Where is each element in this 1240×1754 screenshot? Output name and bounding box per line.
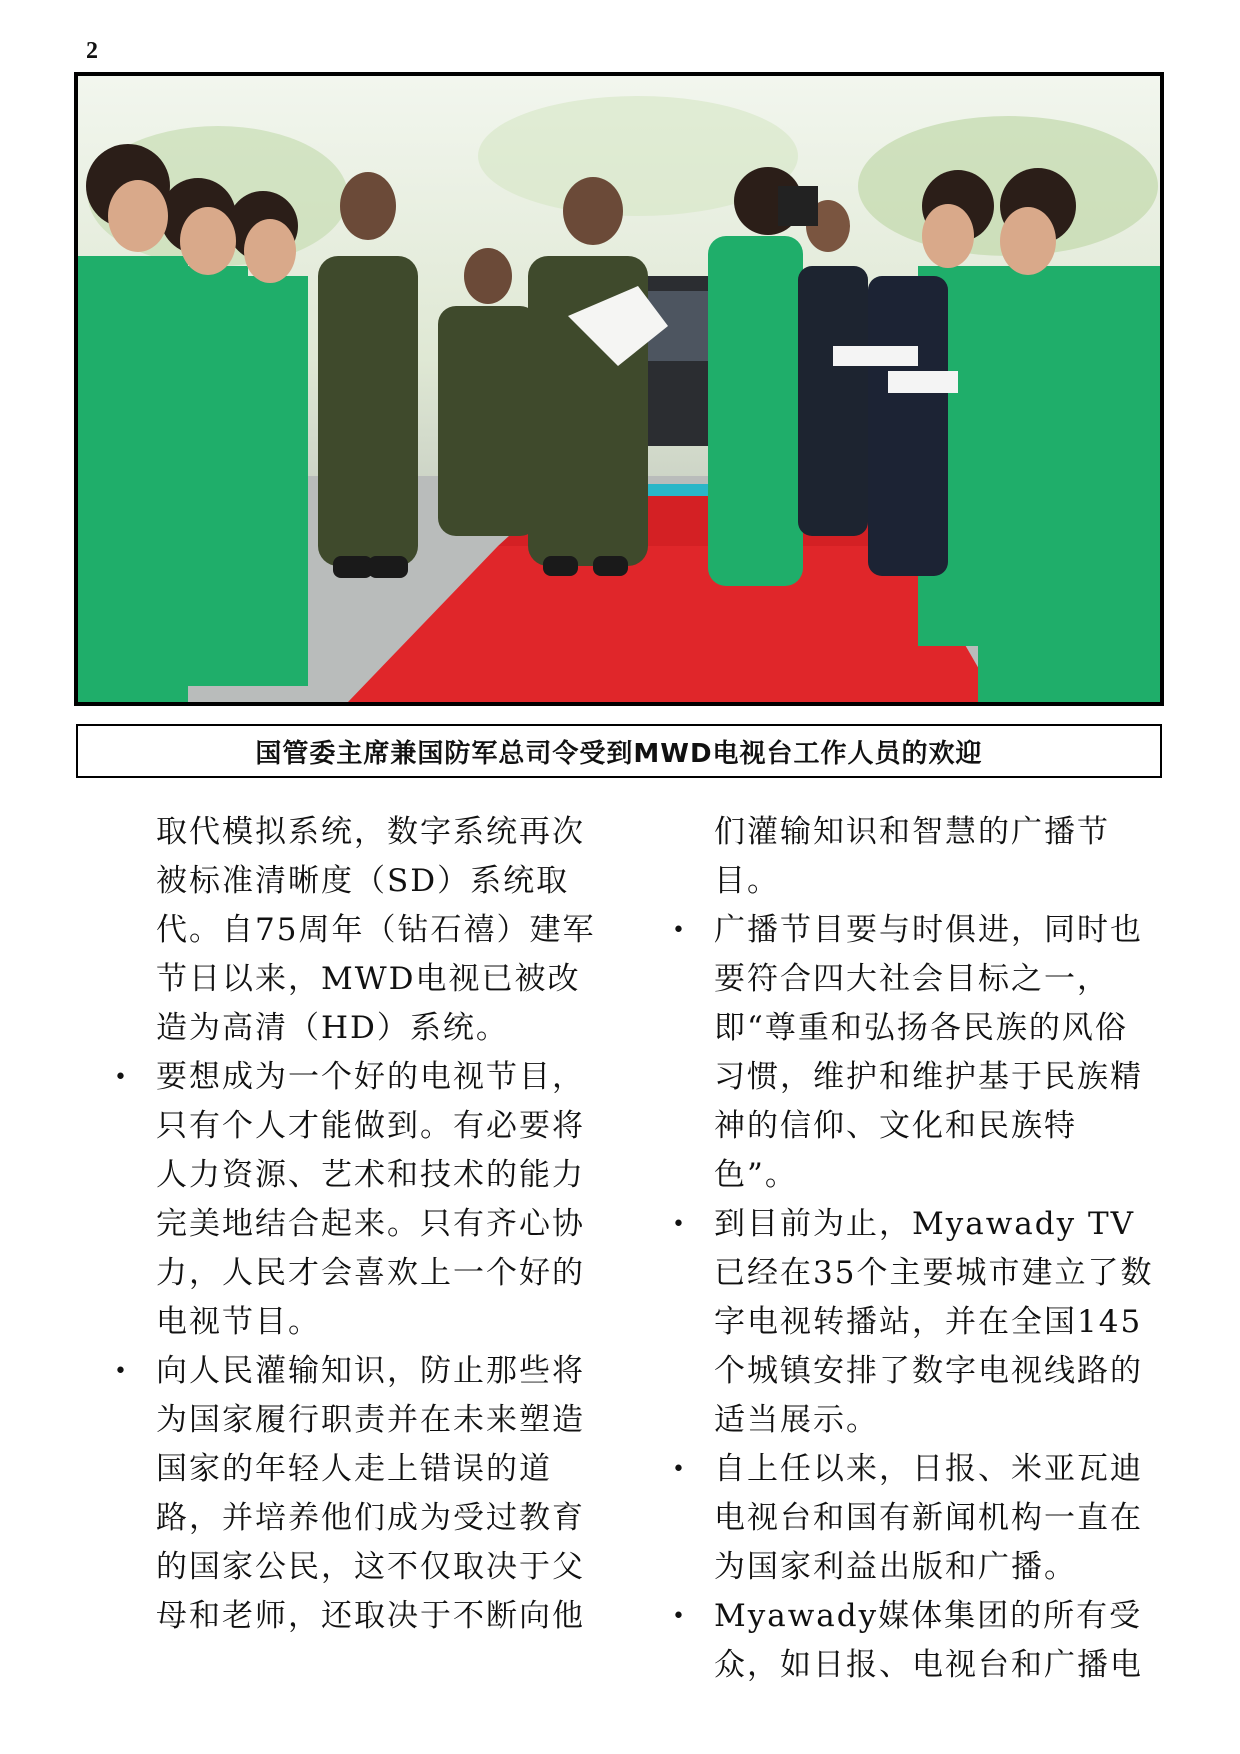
- list-item: [672, 1445, 1154, 1592]
- list-item: [672, 906, 1154, 1200]
- list-item-text: 广播节目要与时俱进，同时也要符合四大社会目标之一，即“尊重和弘扬各民族的风俗习惯，维护和维护基于民族精神的信仰、文化和民族特色”。: [714, 912, 1143, 1193]
- list-item-text: 自上任以来，日报、米亚瓦迪电视台和国有新闻机构一直在为国家利益出版和广播。: [714, 1451, 1143, 1585]
- bullet-icon: •: [114, 1065, 129, 1090]
- right-column: [672, 808, 1154, 1690]
- bullet-icon: •: [114, 1359, 129, 1384]
- list-item: [672, 1592, 1154, 1690]
- list-item: [114, 1347, 596, 1641]
- list-item: [672, 1200, 1154, 1445]
- news-photo: [74, 72, 1164, 706]
- photo-caption: 国管委主席兼国防军总司令受到MWD电视台工作人员的欢迎: [76, 724, 1162, 778]
- list-item: [114, 1053, 596, 1347]
- bullet-icon: •: [672, 1604, 687, 1629]
- bullet-icon: •: [672, 918, 687, 943]
- paragraph-continuation: 取代模拟系统，数字系统再次被标准清晰度（SD）系统取代。自75周年（钻石禧）建军节日以来，MWD电视已被改造为高清（HD）系统。: [156, 814, 596, 1046]
- bullet-icon: •: [672, 1212, 687, 1237]
- page-number: 2: [86, 38, 98, 64]
- photo-of-officers-welcomed-by-staff-icon: [78, 76, 1160, 702]
- list-item-text: 到目前为止，Myawady TV已经在35个主要城市建立了数字电视转播站，并在全国145个城镇安排了数字电视线路的适当展示。: [714, 1206, 1154, 1438]
- left-column: [114, 808, 596, 1641]
- list-item-text: 要想成为一个好的电视节目，只有个人才能做到。有必要将人力资源、艺术和技术的能力完美地结合起来。只有齐心协力，人民才会喜欢上一个好的电视节目。: [156, 1059, 585, 1340]
- paragraph-continuation: 们灌输知识和智慧的广播节目。: [714, 814, 1110, 899]
- list-item-text: Myawady媒体集团的所有受众，如日报、电视台和广播电: [714, 1598, 1143, 1683]
- bullet-icon: •: [672, 1457, 687, 1482]
- list-item-text: 向人民灌输知识，防止那些将为国家履行职责并在未来塑造国家的年轻人走上错误的道路，并培养他们成为受过教育的国家公民，这不仅取决于父母和老师，还取决于不断向他: [156, 1353, 585, 1634]
